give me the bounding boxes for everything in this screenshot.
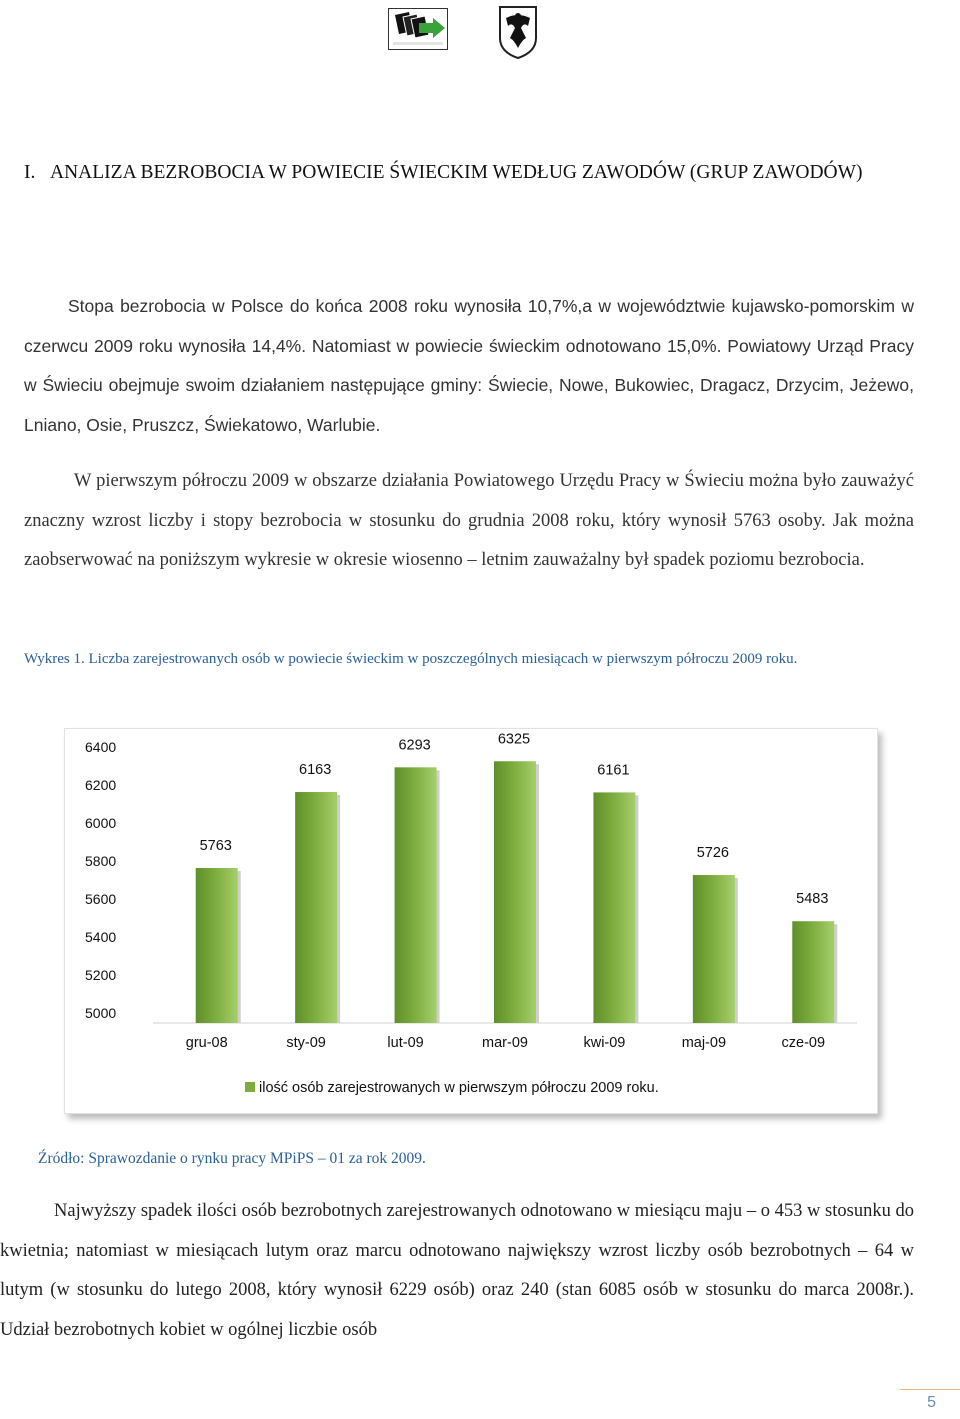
closing-paragraph (0, 1192, 914, 1350)
page-number-rule (900, 1389, 960, 1390)
x-tick-label: cze-09 (781, 1035, 826, 1051)
section-heading (24, 158, 924, 187)
y-tick-label: 5600 (85, 891, 117, 907)
x-tick-label: mar-09 (482, 1035, 528, 1051)
intro-paragraph-2 (24, 462, 914, 581)
page-number: 5 (927, 1394, 936, 1411)
data-label: 6293 (398, 737, 431, 754)
y-tick-label: 6400 (85, 739, 117, 755)
section-number: I. (24, 162, 36, 183)
data-label: 6163 (299, 762, 332, 779)
data-label: 5763 (199, 838, 232, 855)
bar (494, 761, 536, 1023)
bar-chart (65, 729, 877, 1113)
chart-source: Źródło: Sprawozdanie o rynku pracy MPiPS – 01 za rok 2009. (38, 1150, 426, 1167)
data-label: 5726 (696, 845, 729, 862)
x-tick-label: maj-09 (681, 1035, 727, 1051)
bar (295, 792, 337, 1023)
y-tick-label: 5400 (85, 929, 117, 945)
x-tick-label: kwi-09 (583, 1035, 626, 1051)
bar (395, 767, 437, 1023)
chart-frame (64, 728, 878, 1114)
y-tick-label: 6200 (85, 777, 117, 793)
bar (196, 868, 238, 1023)
y-tick-label: 5000 (85, 1005, 117, 1021)
eagle-crest-icon (497, 4, 539, 60)
intro-text-1: Stopa bezrobocia w Polsce do końca 2008 roku wynosiła 10,7%,a w województwie kujawsko-pomorskim w czerwcu 2009 roku wynosiła 14,4%. Natomiast w powiecie świeckim odnotowano 15,0%. Powiatowy Urząd Pracy w Świeciu obejmuje swoim działaniem następujące gminy: Świecie, Nowe, Bukowiec, Dragacz, Drzycim, Jeżewo, Lniano, Osie, Pruszcz, Świekatowo, Warlubie. (24, 296, 914, 435)
section-title: ANALIZA BEZROBOCIA W POWIECIE ŚWIECKIM WEDŁUG ZAWODÓW (GRUP ZAWODÓW) (50, 162, 863, 183)
y-tick-label: 5200 (85, 967, 117, 983)
y-tick-label: 6000 (85, 815, 117, 831)
chart-caption: Wykres 1. Liczba zarejestrowanych osób w powiecie świeckim w poszczególnych miesiącach w pierwszym półroczu 2009 roku. (24, 651, 798, 667)
x-tick-label: gru-08 (185, 1035, 228, 1051)
intro-paragraph-1 (24, 287, 914, 445)
bar (792, 921, 834, 1023)
partnership-logo (388, 8, 448, 50)
cards-arrow-logo-icon (389, 9, 447, 49)
x-tick-label: sty-09 (286, 1035, 326, 1051)
data-label: 6325 (497, 731, 531, 748)
data-label: 6161 (597, 762, 630, 779)
y-tick-label: 5800 (85, 853, 117, 869)
legend-label: ilość osób zarejestrowanych w pierwszym półroczu 2009 roku. (259, 1080, 659, 1096)
data-label: 5483 (796, 891, 829, 908)
bar (693, 875, 735, 1023)
bar (593, 792, 635, 1023)
legend-swatch (245, 1082, 255, 1092)
x-tick-label: lut-09 (387, 1035, 424, 1051)
intro-text-2: W pierwszym półroczu 2009 w obszarze działania Powiatowego Urzędu Pracy w Świeciu można było zauważyć znaczny wzrost liczby i stopy bezrobocia w stosunku do grudnia 2008 roku, który wynosił 5763 osoby. Jak można zaobserwować na poniższym wykresie w okresie wiosenno – letnim zauważalny był spadek poziomu bezrobocia. (24, 471, 914, 571)
closing-text: Najwyższy spadek ilości osób bezrobotnych zarejestrowanych odnotowano w miesiącu maju – o 453 w stosunku do kwietnia; natomiast w miesiącach lutym oraz marcu odnotowano największy wzrost liczby osób bezrobotnych – 64 w lutym (w stosunku do lutego 2008, który wynosił 6229 osób) oraz 240 (stan 6085 osób w stosunku do marca 2008r.). Udział bezrobotnych kobiet w ogólnej liczbie osób (0, 1201, 914, 1340)
